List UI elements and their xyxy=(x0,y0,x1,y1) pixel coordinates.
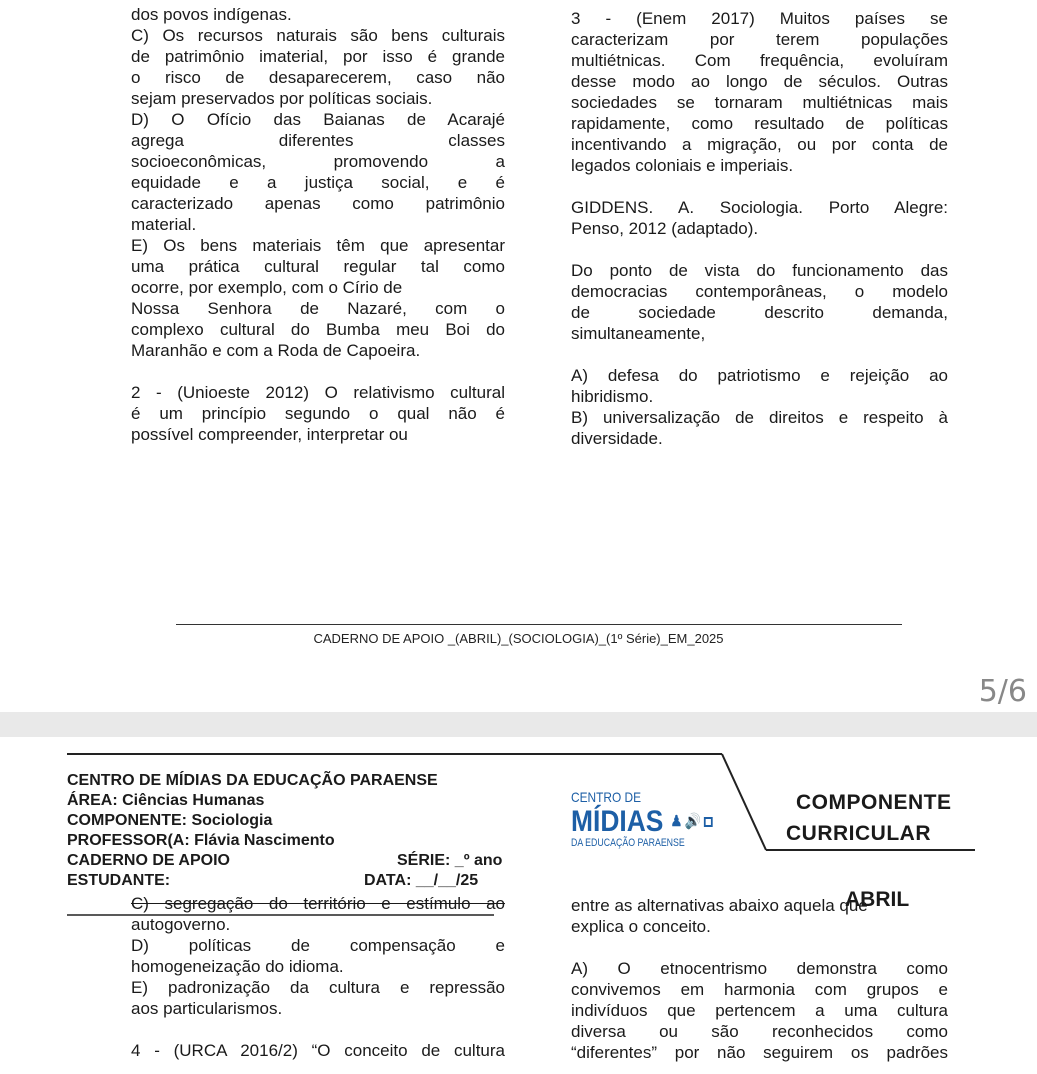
text-line: material. xyxy=(131,215,197,234)
month-label: ABRIL xyxy=(845,888,910,911)
text-line: D) políticas de compensação e xyxy=(131,936,505,955)
area-label: ÁREA: Ciências Humanas xyxy=(67,792,265,809)
text-line: hibridismo. xyxy=(571,387,654,406)
text-line: legados coloniais e imperiais. xyxy=(571,156,794,175)
text-line: Do ponto de vista do funcionamento das xyxy=(571,261,948,280)
text-line xyxy=(571,176,948,197)
centro-de-midias-logo xyxy=(571,789,732,849)
page-number-indicator: 5/6 xyxy=(978,674,1027,709)
speaker-icon: 🔊 xyxy=(684,813,702,830)
text-line: possível compreender, interpretar ou xyxy=(131,425,408,444)
component-label: COMPONENTE: Sociologia xyxy=(67,812,273,829)
school-header-info xyxy=(67,771,503,891)
text-line: sejam preservados por políticas sociais. xyxy=(131,89,433,108)
text-line: complexo cultural do Bumba meu Boi do xyxy=(131,320,505,339)
text-line xyxy=(571,239,948,260)
text-line: de sociedade descrito demanda, xyxy=(571,303,948,322)
text-line: Penso, 2012 (adaptado). xyxy=(571,219,759,238)
text-line: A) defesa do patriotismo e rejeição ao xyxy=(571,366,948,385)
text-line: dos povos indígenas. xyxy=(131,5,292,24)
text-line: 3 - (Enem 2017) Muitos países se xyxy=(571,9,948,28)
text-line: GIDDENS. A. Sociologia. Porto Alegre: xyxy=(571,198,948,217)
text-line xyxy=(571,937,948,958)
text-line xyxy=(131,1019,505,1040)
text-line: agrega diferentes classes xyxy=(131,131,505,150)
text-line: rapidamente, como resultado de políticas xyxy=(571,114,948,133)
date-label: DATA: __/__/25 xyxy=(364,872,479,889)
left-text-column xyxy=(131,4,505,445)
text-line: Nossa Senhora de Nazaré, com o xyxy=(131,299,505,318)
text-line: autogoverno. xyxy=(131,915,231,934)
text-line: entre as alternativas abaixo aquela que xyxy=(571,896,868,915)
person-icon: ♟ xyxy=(670,813,683,830)
logo-midias-text: MÍDIAS xyxy=(571,805,664,838)
text-line: multiétnicas. Com frequência, evoluíram xyxy=(571,51,948,70)
text-line: uma prática cultural regular tal como xyxy=(131,257,505,276)
text-line: de patrimônio imaterial, por isso é grande xyxy=(131,47,505,66)
text-line: 2 - (Unioeste 2012) O relativismo cultural xyxy=(131,383,505,402)
logo-bottom-text: DA EDUCAÇÃO PARAENSE xyxy=(571,837,685,849)
page-footer: CADERNO DE APOIO _(ABRIL)_(SOCIOLOGIA)_(1º Série)_EM_2025 xyxy=(313,631,724,646)
text-line: E) Os bens materiais têm que apresentar xyxy=(131,236,505,255)
left-text-column xyxy=(131,893,505,1061)
text-line: homogeneização do idioma. xyxy=(131,957,344,976)
text-line: B) universalização de direitos e respeito à xyxy=(571,408,948,427)
teacher-label: PROFESSOR(A: Flávia Nascimento xyxy=(67,832,335,849)
text-line xyxy=(131,361,505,382)
text-line: é um princípio segundo o qual não é xyxy=(131,404,505,423)
text-line: explica o conceito. xyxy=(571,917,711,936)
text-line xyxy=(571,344,948,365)
text-line: desse modo ao longo de séculos. Outras xyxy=(571,72,948,91)
curricular-heading: CURRICULAR xyxy=(786,822,931,845)
text-line: D) O Ofício das Baianas de Acarajé xyxy=(131,110,505,129)
student-label: ESTUDANTE: xyxy=(67,872,171,889)
text-line: convivemos em harmonia com grupos e xyxy=(571,980,948,999)
text-line: indivíduos que pertencem a uma cultura xyxy=(571,1001,948,1020)
right-text-column xyxy=(571,895,948,1063)
text-line: democracias contemporâneas, o modelo xyxy=(571,282,948,301)
text-line: Maranhão e com a Roda de Capoeira. xyxy=(131,341,421,360)
text-line: simultaneamente, xyxy=(571,324,706,343)
text-line: “diferentes” por não seguirem os padrões xyxy=(571,1043,948,1062)
serie-label: SÉRIE: _º ano xyxy=(397,852,503,869)
logo-main-text xyxy=(571,807,713,837)
text-line: E) padronização da cultura e repressão xyxy=(131,978,505,997)
footer-divider xyxy=(176,624,902,625)
institution-name: CENTRO DE MÍDIAS DA EDUCAÇÃO PARAENSE xyxy=(67,772,438,789)
text-line: 4 - (URCA 2016/2) “O conceito de cultura xyxy=(131,1041,505,1060)
text-line: A) O etnocentrismo demonstra como xyxy=(571,959,948,978)
text-line: caracterizado apenas como patrimônio xyxy=(131,194,505,213)
text-line: o risco de desaparecerem, caso não xyxy=(131,68,505,87)
text-line: sociedades se tornaram multiétnicas mais xyxy=(571,93,948,112)
text-line: socioeconômicas, promovendo a xyxy=(131,152,505,171)
student-row xyxy=(67,871,479,891)
right-text-column xyxy=(571,8,948,449)
logo-media-icons xyxy=(670,807,712,837)
text-line: C) segregação do território e estímulo ao xyxy=(131,894,505,913)
caderno-row xyxy=(67,851,503,871)
caderno-label: CADERNO DE APOIO xyxy=(67,852,230,869)
text-line: diversidade. xyxy=(571,429,663,448)
document-page-6 xyxy=(0,737,1037,1074)
text-line: equidade e a justiça social, e é xyxy=(131,173,505,192)
componente-heading: COMPONENTE xyxy=(796,791,952,814)
text-line: incentivando a migração, ou por conta de xyxy=(571,135,948,154)
screen-icon xyxy=(704,817,713,827)
text-line: C) Os recursos naturais são bens culturais xyxy=(131,26,505,45)
text-line: diversa ou são reconhecidos como xyxy=(571,1022,948,1041)
text-line: aos particularismos. xyxy=(131,999,283,1018)
text-line: caracterizam por terem populações xyxy=(571,30,948,49)
text-line: ocorre, por exemplo, com o Círio de xyxy=(131,278,403,297)
logo-top-text: CENTRO DE xyxy=(571,789,642,805)
